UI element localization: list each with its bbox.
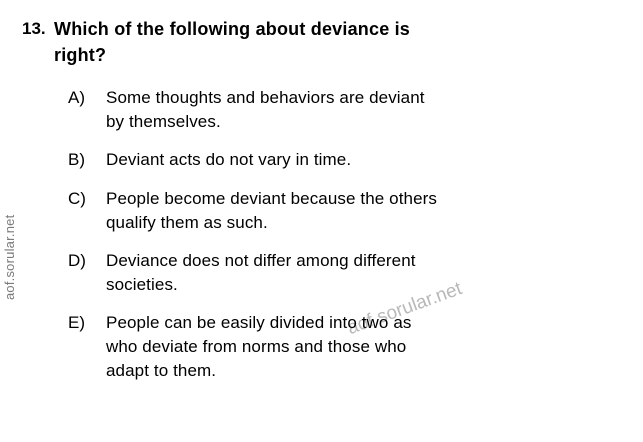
choice-text	[106, 148, 628, 172]
choice-option-a[interactable]	[68, 86, 628, 134]
choice-text	[106, 187, 628, 235]
question-header	[22, 16, 626, 68]
choice-text	[106, 86, 628, 134]
question-line: Which of the following about deviance is	[54, 19, 411, 39]
choice-line: adapt to them.	[106, 361, 217, 381]
choice-option-b[interactable]	[68, 148, 628, 172]
choice-option-e[interactable]	[68, 311, 628, 383]
question-line: right?	[54, 45, 107, 66]
choice-letter: B)	[68, 150, 85, 170]
choice-option-d[interactable]	[68, 249, 628, 297]
choice-line: Some thoughts and behaviors are deviant	[106, 88, 425, 108]
choice-text	[106, 249, 628, 297]
diagonal-watermark: aof.sorular.net	[344, 278, 465, 340]
choice-text	[106, 311, 628, 383]
choice-line: Deviance does not differ among different	[106, 250, 416, 270]
choice-option-c[interactable]	[68, 187, 628, 235]
side-watermark: aof.sorular.net	[2, 214, 17, 300]
choice-letter: C)	[68, 188, 86, 208]
choice-line: People become deviant because the others	[106, 188, 438, 208]
choice-line: People can be easily divided into two as	[106, 313, 412, 333]
choice-line: societies.	[106, 274, 178, 294]
choice-line: who deviate from norms and those who	[106, 337, 407, 357]
choice-letter: D)	[68, 250, 86, 270]
choice-line: Deviant acts do not vary in time.	[106, 150, 352, 170]
question-block	[22, 16, 626, 397]
choice-line: by themselves.	[106, 112, 221, 132]
choice-line: qualify them as such.	[106, 212, 268, 232]
choice-letter: E)	[68, 313, 85, 333]
choice-list	[68, 86, 628, 383]
choice-letter: A)	[68, 88, 85, 108]
question-text	[54, 16, 626, 68]
question-number: 13.	[22, 19, 46, 38]
